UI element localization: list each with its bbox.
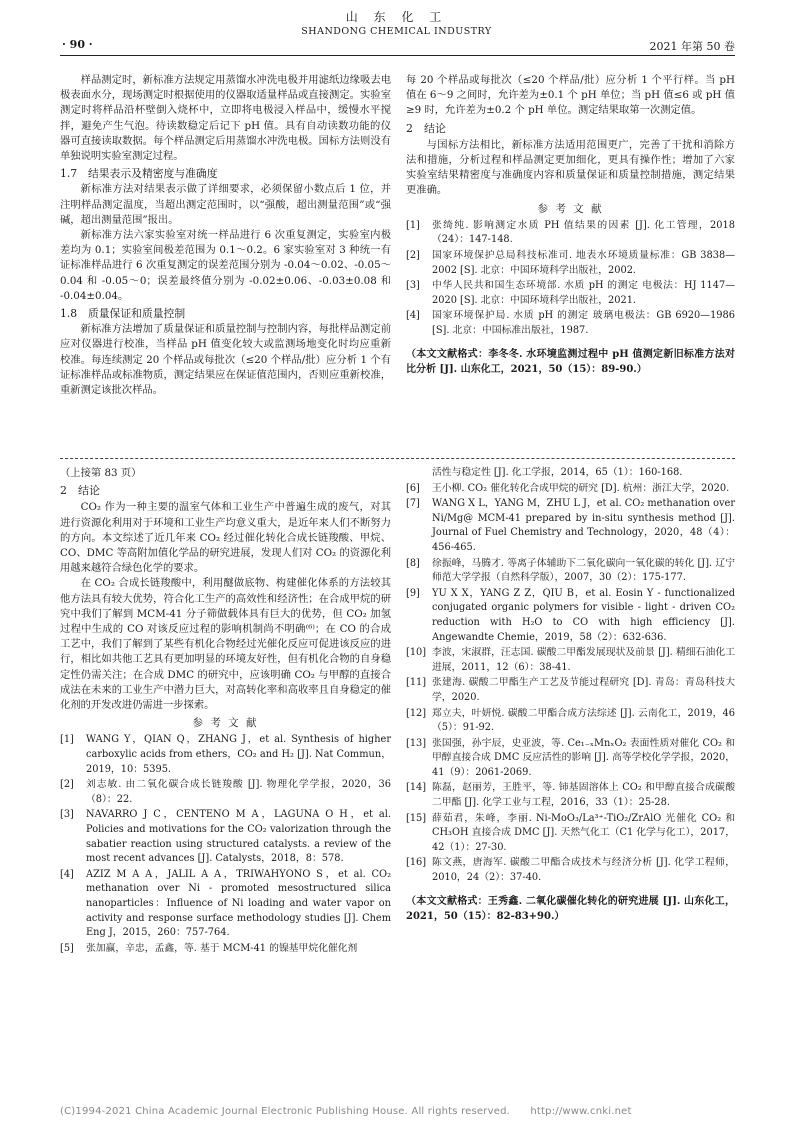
copyright-footer: (C)1994-2021 China Academic Journal Electronic Publishing House. All rights reserved. http://www.cnki.net: [60, 1106, 632, 1117]
ref-number: [13]: [406, 737, 427, 749]
bottom-right-column: [406, 466, 735, 924]
ref-number: [15]: [406, 812, 427, 824]
reference-item: [60, 733, 391, 777]
ref-number: [11]: [406, 677, 427, 689]
ref-text: 刘志敏. 由二氧化碳合成长链羧酸 [J]. 物理化学学报，2020，36（8）：22.: [86, 779, 391, 805]
paragraph: 新标准方法增加了质量保证和质量控制与控制内容，每批样品测定前应对仪器进行校准，当样品 pH 值变化较大或监测场地变化时均应重新校准。每连续测定 20 个样品或每批次（≤20 个样品/批）应分析 1 个有证标准样品或标准物质，测定结果应在保证值范围内，否则应重新校准，重新测定该批次样品。: [60, 323, 391, 397]
issue-info: 2021 年第 50 卷: [649, 40, 735, 53]
ref-number: [4]: [406, 310, 420, 322]
ref-number: [4]: [60, 868, 74, 880]
ref-number: [7]: [406, 498, 420, 510]
section-heading-1-8: 1.8 质量保证和质量控制: [60, 307, 186, 321]
reference-item: [406, 497, 735, 555]
citation-format: （本文文献格式：李冬冬. 水环境监测过程中 pH 值测定新旧标准方法对比分析 [J]. 山东化工，2021，50（15）：89-90.）: [406, 348, 735, 375]
reference-item: [406, 781, 735, 810]
reference-item: [60, 808, 391, 866]
ref-number: [8]: [406, 557, 420, 569]
ref-number: [5]: [60, 942, 74, 954]
ref-text: 陈磊，赵丽芳，王胜平，等. 铈基固溶体上 CO₂ 和甲醇直接合成碳酸二甲酯 [J]. 化学工业与工程，2016，33（1）：25-28.: [432, 782, 735, 809]
ref-number: [1]: [60, 734, 74, 746]
ref-text: 王小柳. CO₂ 催化转化合成甲烷的研究 [D]. 杭州：浙江大学，2020.: [432, 482, 730, 494]
conclusion-heading: 2 结论: [406, 121, 446, 135]
top-right-column: [406, 73, 735, 377]
bottom-left-column: [60, 466, 391, 957]
reference-item: [406, 279, 735, 308]
ref-text: 活性与稳定性 [J]. 化工学报，2014，65（1）：160-168.: [432, 467, 683, 478]
ref-number: [10]: [406, 647, 427, 659]
reference-item: [406, 309, 735, 338]
journal-title-cn: 山 东 化 工: [345, 10, 448, 24]
ref-text: WANG Y，QIAN Q，ZHANG J，et al. Synthesis of higher carboxylic acids from ethers，CO₂ and H₂ [J]. Nat Commun，2019，10：5395.: [86, 734, 391, 775]
paragraph: 在 CO₂ 合成长链羧酸中，利用醚做底物、构建催化体系的方法较其他方法具有较大优势，符合化工生产的高效性和经济性；在合成甲烷的研究中我们了解到 MCM-41 分子筛做载体具有巨大的优势，但 CO₂ 加氢过程中生成的 CO 对该反应过程的影响机制尚不明确⁽⁶⁾；在 CO 的合成工艺中，我们了解到了某些有机化合物经过光催化反应可促进该反应的进行，相比如共他工艺具有更加明显的环境友好性，但有机化合物的自身稳定性仍需关注；在合成 DMC 的研究中，应该明确 CO₂ 与甲醇的直接合成法在未来的工业生产中潜力巨大，对高转化率和高收率且自身稳定的催化剂的开发改进仍需进一步探索。: [60, 577, 391, 712]
ref-text: 薛茹君，朱峰，李丽. Ni-MoO₃/La³⁺-TiO₂/ZrAlO 光催化 CO₂ 和 CH₃OH 直接合成 DMC [J]. 天然气化工（C1 化学与化工），2017，42（1）：27-30.: [432, 812, 735, 853]
references-heading: 参 考 文 献: [192, 717, 259, 730]
ref-text: 徐振峰，马腾才. 等离子体辅助下二氧化碳向一氧化碳的转化 [J]. 辽宁师范大学学报（自然科学版），2007，30（2）：175-177.: [432, 557, 735, 584]
ref-text: YU X X，YANG Z Z，QIU B，et al. Eosin Y - functionalized conjugated organic polymers for visible - light - driven CO₂ reduction with H₂O to CO with high efficiency [J]. Angewandte Chemie，2019，58（2）：632-636.: [432, 587, 735, 643]
reference-item: [406, 249, 735, 278]
ref-text: 张建海. 碳酸二甲酯生产工艺及节能过程研究 [D]. 青岛：青岛科技大学，2020.: [432, 677, 735, 703]
ref-text: 郑立夫，叶妍悦. 碳酸二甲酯合成方法综述 [J]. 云南化工，2019，46（5）：91-92.: [432, 707, 735, 734]
reference-item: [60, 942, 391, 957]
conclusion-heading: 2 结论: [60, 484, 100, 498]
reference-item: [406, 856, 735, 885]
reference-item: [406, 557, 735, 586]
ref-text: 张国强，孙宇辰，史亚波，等. Ce₁₋ₓMnₓO₂ 表面性质对催化 CO₂ 和甲醇直接合成 DMC 反应活性的影响 [J]. 高等学校化学学报，2020，41（9）：2061-2069.: [432, 737, 735, 778]
header-divider: [60, 55, 735, 56]
reference-item: [406, 646, 735, 675]
reference-item: [406, 482, 735, 497]
ref-text: 陈文燕，唐海军. 碳酸二甲酯合成技术与经济分析 [J]. 化学工程师，2010，24（2）：37-40.: [432, 857, 735, 884]
ref-number: [16]: [406, 857, 427, 869]
paragraph: 样品测定时，新标准方法规定用蒸馏水冲洗电极并用滤纸边缘吸去电极表面水分，现场测定时根据使用的仪器取适量样品或直接测定。实验室测定时将样品沿杯壁倒入烧杯中，立即将电极浸入样品中，缓慢水平搅拌，避免产生气泡。待读数稳定后记下 pH 值。具有自动读数功能的仪器可直接读取数据。每个样品测定后用蒸馏水冲洗电极。国标方法则没有单独说明实验室测定过程。: [60, 74, 391, 163]
ref-number: [2]: [60, 779, 74, 791]
journal-header: [0, 8, 793, 37]
ref-number: [3]: [60, 809, 74, 821]
reference-item: [60, 868, 391, 941]
article-separator: [60, 458, 735, 459]
ref-number: [2]: [406, 250, 420, 262]
reference-item: [406, 676, 735, 705]
reference-item: [406, 707, 735, 736]
reference-item: [406, 587, 735, 645]
journal-title-en: SHANDONG CHEMICAL INDUSTRY: [301, 26, 492, 37]
ref-text: NAVARRO J C，CENTENO M A，LAGUNA O H，et al. Policies and motivations for the CO₂ valorization through the sabatier reaction using structured catalysts. a review of the most recent advances [J]. Catalysts，2018，8：578.: [86, 809, 391, 865]
references-heading: 参 考 文 献: [537, 202, 604, 215]
ref-text: 中华人民共和国生态环境部. 水质 pH 的测定 电极法：HJ 1147—2020 [S]. 北京：中国环境科学出版社，2021.: [432, 280, 735, 306]
ref-text: AZIZ M A A，JALIL A A，TRIWAHYONO S，et al. CO₂ methanation over Ni - promoted mesostructured silica nanoparticles：Influence of Ni loading and water vapor on activity and response surface methodology studies [J]. Chem Eng J，2015，260：757-764.: [86, 868, 391, 939]
ref-text: 张加赢，辛忠，孟鑫，等. 基于 MCM-41 的镍基甲烷化催化剂: [86, 942, 358, 954]
citation-format: （本文文献格式：王秀鑫. 二氧化碳催化转化的研究进展 [J]. 山东化工，2021，50（15）：82-83+90.）: [406, 895, 735, 922]
paragraph: CO₂ 作为一种主要的温室气体和工业生产中普遍生成的废气，对其进行资源化利用对于环境和工业生产均意义重大，是近年来人们不断努力的方向。本文综述了近几年来 CO₂ 经过催化转化合成长链羧酸、甲烷、CO、DMC 等高附加值化学品的研究进展，发现人们对 CO₂ 的资源化利用越来越符合绿色化学的要求。: [60, 501, 391, 575]
paragraph: 与国标方法相比，新标准方法适用范围更广，完善了干扰和消除方法和措施，分析过程和样品测定更加细化，更具有操作性；增加了六家实验室结果精密度与准确度内容和质量保证和质量控制措施，测定结果更准确。: [406, 138, 735, 197]
section-heading-1-7: 1.7 结果表示及精密度与准确度: [60, 167, 218, 181]
ref-number: [9]: [406, 587, 420, 599]
ref-number: [3]: [406, 280, 420, 292]
ref-text: 国家环境保护局. 水质 pH 的测定 玻璃电极法：GB 6920—1986 [S]. 北京：中国标准出版社，1987.: [432, 310, 735, 336]
ref-number: [6]: [406, 482, 420, 494]
ref-number: [12]: [406, 707, 427, 719]
reference-item: [406, 466, 735, 481]
paragraph: 新标准方法对结果表示做了详细要求，必须保留小数点后 1 位，并注明样品测定温度，当超出测定范围时，以“强酸，超出测量范围”或“强碱，超出测量范围”报出。: [60, 183, 391, 226]
ref-text: 李波，宋淑群，汪志国. 碳酸二甲酯发展现状及前景 [J]. 精细石油化工进展，2011，12（6）：38-41.: [432, 647, 735, 673]
reference-item: [406, 812, 735, 856]
continued-note: （上接第 83 页）: [60, 467, 142, 479]
paragraph: 新标准方法六家实验室对统一样品进行 6 次重复测定，实验室内极差均为 0.1；实验室间极差范围为 0.1～0.2。6 家实验室对 3 种统一有证标准样品进行 6 次重复测定的误差范围分别为 -0.04～0.02、-0.05～0.04 和 -0.05～0；误差最终值分别为 -0.02±0.06、-0.03±0.08 和 -0.04±0.04。: [60, 229, 391, 302]
page-number: · 90 ·: [62, 38, 93, 51]
ref-number: [14]: [406, 782, 427, 794]
ref-number: [1]: [406, 219, 420, 231]
reference-item: [406, 219, 735, 248]
ref-text: 张绮纯. 影响测定水质 PH 值结果的因素 [J]. 化工管理，2018（24）：147-148.: [432, 219, 735, 246]
reference-item: [406, 737, 735, 781]
ref-text: WANG X L，YANG M，ZHU L J，et al. CO₂ methanation over Ni/Mg@ MCM-41 prepared by in-situ synthesis method [J]. Journal of Fuel Chemistry and Technology，2020，48（4）：456-465.: [432, 498, 735, 553]
reference-item: [60, 778, 391, 807]
paragraph: 每 20 个样品或每批次（≤20 个样品/批）应分析 1 个平行样。当 pH 值在 6～9 之间时，允许差为±0.1 个 pH 单位；当 pH 值≤6 或 pH 值≥9 时，允许差为±0.2 个 pH 单位。测定结果取第一次测定值。: [406, 74, 735, 117]
top-left-column: [60, 73, 391, 398]
ref-text: 国家环境保护总局科技标准司. 地表水环境质量标准：GB 3838—2002 [S]. 北京：中国环境科学出版社，2002.: [432, 250, 735, 276]
